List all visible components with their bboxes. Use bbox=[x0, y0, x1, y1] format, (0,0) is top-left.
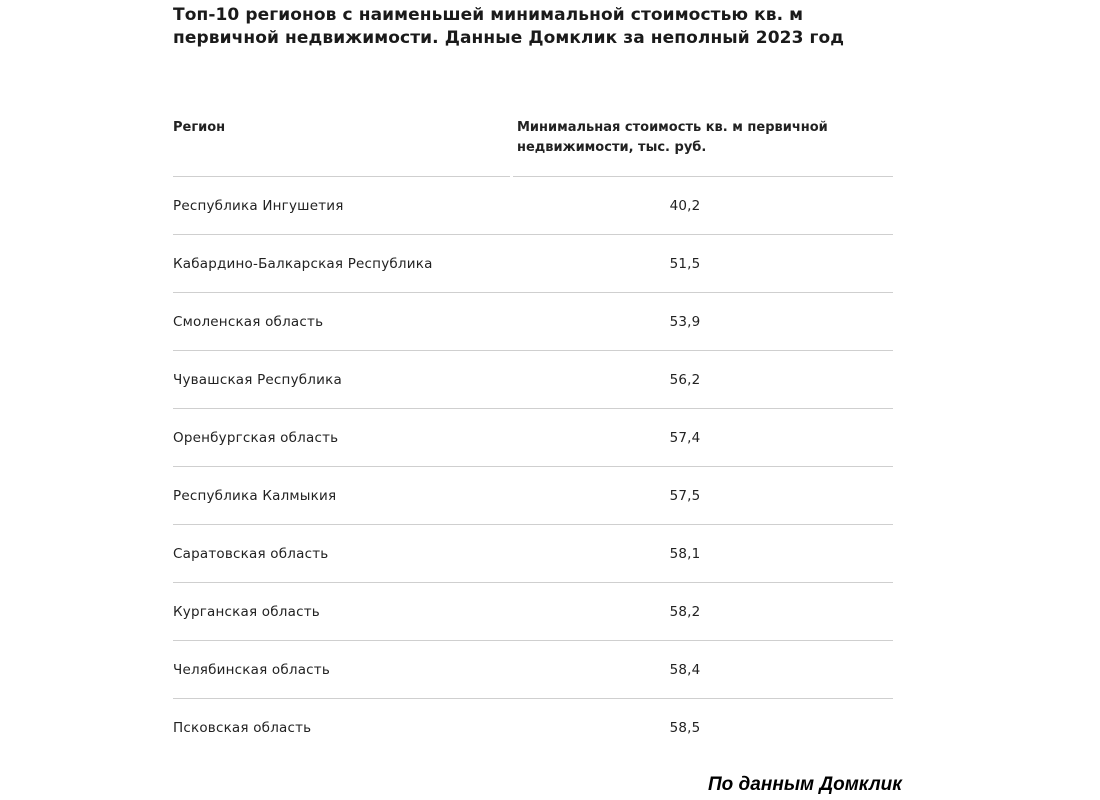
cell-region: Саратовская область bbox=[173, 545, 329, 562]
table-row bbox=[173, 177, 893, 235]
cell-value: 51,5 bbox=[669, 255, 701, 272]
table-row bbox=[173, 467, 893, 525]
page-title: Топ-10 регионов с наименьшей минимальной стоимостью кв. м первичной недвижимости. Данные Домклик за неполный 2023 год bbox=[173, 5, 845, 48]
cell-value: 58,1 bbox=[669, 545, 701, 562]
cell-value: 56,2 bbox=[669, 371, 701, 388]
cell-value: 53,9 bbox=[669, 313, 701, 330]
table-row bbox=[173, 293, 893, 351]
cell-region: Курганская область bbox=[173, 603, 320, 620]
cell-region: Челябинская область bbox=[173, 661, 331, 678]
cell-region: Смоленская область bbox=[173, 313, 324, 330]
cell-region: Чувашская Республика bbox=[173, 371, 342, 388]
cell-value: 58,5 bbox=[669, 719, 701, 736]
source-caption: По данным Домклик bbox=[708, 774, 902, 795]
table-body bbox=[173, 177, 893, 756]
column-header-region: Регион bbox=[173, 120, 226, 135]
table-row bbox=[173, 583, 893, 641]
cell-value: 58,4 bbox=[669, 661, 701, 678]
cell-region: Кабардино-Балкарская Республика bbox=[173, 255, 433, 272]
table-row bbox=[173, 641, 893, 699]
cell-region: Республика Калмыкия bbox=[173, 487, 337, 504]
table-header bbox=[173, 118, 893, 176]
cell-value: 40,2 bbox=[669, 197, 701, 214]
cell-value: 57,4 bbox=[669, 429, 701, 446]
table-row bbox=[173, 409, 893, 467]
column-header-value: Минимальная стоимость кв. м первичной недвижимости, тыс. руб. bbox=[517, 120, 828, 155]
cell-region: Псковская область bbox=[173, 719, 312, 736]
table-row bbox=[173, 235, 893, 293]
table-row bbox=[173, 699, 893, 756]
table-row bbox=[173, 351, 893, 409]
data-table bbox=[173, 118, 893, 756]
cell-region: Оренбургская область bbox=[173, 429, 339, 446]
cell-value: 57,5 bbox=[669, 487, 701, 504]
cell-region: Республика Ингушетия bbox=[173, 197, 344, 214]
cell-value: 58,2 bbox=[669, 603, 701, 620]
header-divider bbox=[173, 176, 893, 177]
table-row bbox=[173, 525, 893, 583]
